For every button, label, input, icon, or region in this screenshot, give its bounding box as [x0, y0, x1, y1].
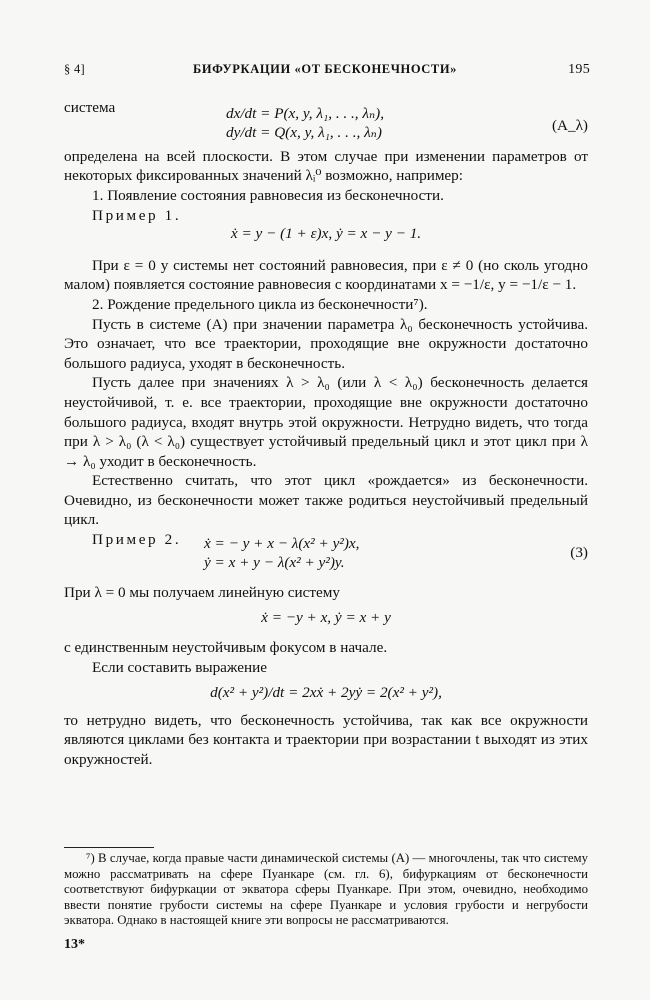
paragraph-epsilon: При ε = 0 у системы нет состояний равновесия, при ε ≠ 0 (но сколь угодно малом) появляется состояние равновесия с координатами x = −1/ε, y = −1/ε − 1. — [64, 256, 588, 294]
equation-tag-3: (3) — [570, 543, 588, 561]
example-2-line-2: ẏ = x + y − λ(x² + y²)y. — [204, 554, 345, 572]
paragraph-cycle-born: Естественно считать, что этот цикл «рождается» из бесконечности. Очевидно, из бесконечности может также родиться неустойчивый предельный цикл. — [64, 472, 588, 529]
paragraph-conclusion: то нетрудно видеть, что бесконечность устойчива, так как все окружности являются циклами без контакта и траектории при возрастании t выходят из этих окружностей. — [64, 711, 588, 768]
example-1-equation: ẋ = y − (1 + ε)x, ẏ = x − y − 1. — [230, 225, 422, 243]
page-number: 195 — [568, 62, 590, 77]
paragraph-unstable-infinity: Пусть далее при значениях λ > λ₀ (или λ < λ₀) бесконечность делается неустойчивой, т. е. все траектории, проходящие вне окружности достаточно большого радиуса, входят внутрь этой окружности. Нетрудно видеть, что тогда при λ > λ₀ (λ < λ₀) существует устойчивый предельный цикл и этот цикл при λ → λ₀ уходит в бесконечность. — [64, 374, 588, 470]
running-head-section: § 4] — [64, 62, 85, 76]
list-item-2: 2. Рождение предельного цикла из бесконечности⁷). — [92, 295, 428, 313]
equation-tag-a-lambda: (A_λ) — [551, 116, 588, 134]
footnote-rule — [64, 847, 154, 848]
system-equation-a-lambda — [64, 104, 588, 143]
footnote-7: ⁷) В случае, когда правые части динамической системы (A) — многочлены, так что систему можно рассматривать на сфере Пуанкаре (см. гл. 6), бифуркациям от бесконечности соответствуют бифуркации от экватора сферы Пуанкаре. При этом, очевидно, необходимо ввести понятие грубости системы на сфере Пуанкаре и условия грубости и негрубости экватора. Однако в настоящей книге эти вопросы не рассматриваются. — [64, 851, 588, 928]
paragraph-defined: определена на всей плоскости. В этом случае при изменении параметров от некоторых фиксированных значений λᵢ⁰ возможно, например: — [64, 147, 588, 185]
example-2-line-1: ẋ = − y + x − λ(x² + y²)x, — [204, 534, 360, 552]
main-text — [64, 98, 588, 770]
example-2-equation — [64, 534, 588, 573]
paragraph-compose-expression: Если составить выражение — [92, 658, 267, 676]
example-2-label: Пример 2. — [92, 531, 182, 549]
linear-system-equation: ẋ = −y + x, ẏ = x + y — [261, 609, 391, 627]
printer-signature: 13* — [64, 937, 85, 952]
system-line-2: dy/dt = Q(x, y, λ₁, . . ., λₙ) — [226, 124, 382, 142]
paragraph-sistema: система — [64, 99, 116, 116]
paragraph-unstable-focus: с единственным неустойчивым фокусом в начале. — [64, 639, 388, 657]
footnote — [64, 851, 588, 929]
example-1-label: Пример 1. — [92, 206, 182, 224]
running-head-title: БИФУРКАЦИИ «ОТ БЕСКОНЕЧНОСТИ» — [192, 62, 458, 76]
paragraph-lambda-zero: При λ = 0 мы получаем линейную систему — [64, 583, 340, 601]
system-line-1: dx/dt = P(x, y, λ₁, . . ., λₙ), — [226, 104, 384, 122]
paragraph-stable-infinity: Пусть в системе (A) при значении параметра λ₀ бесконечность устойчива. Это означает, что все траектории, проходящие вне окружности достаточно большого радиуса, уходят в бесконечность. — [64, 315, 588, 372]
list-item-1: 1. Появление состояния равновесия из бесконечности. — [92, 186, 444, 204]
derivative-equation: d(x² + y²)/dt = 2xẋ + 2yẏ = 2(x² + y²), — [210, 684, 442, 702]
